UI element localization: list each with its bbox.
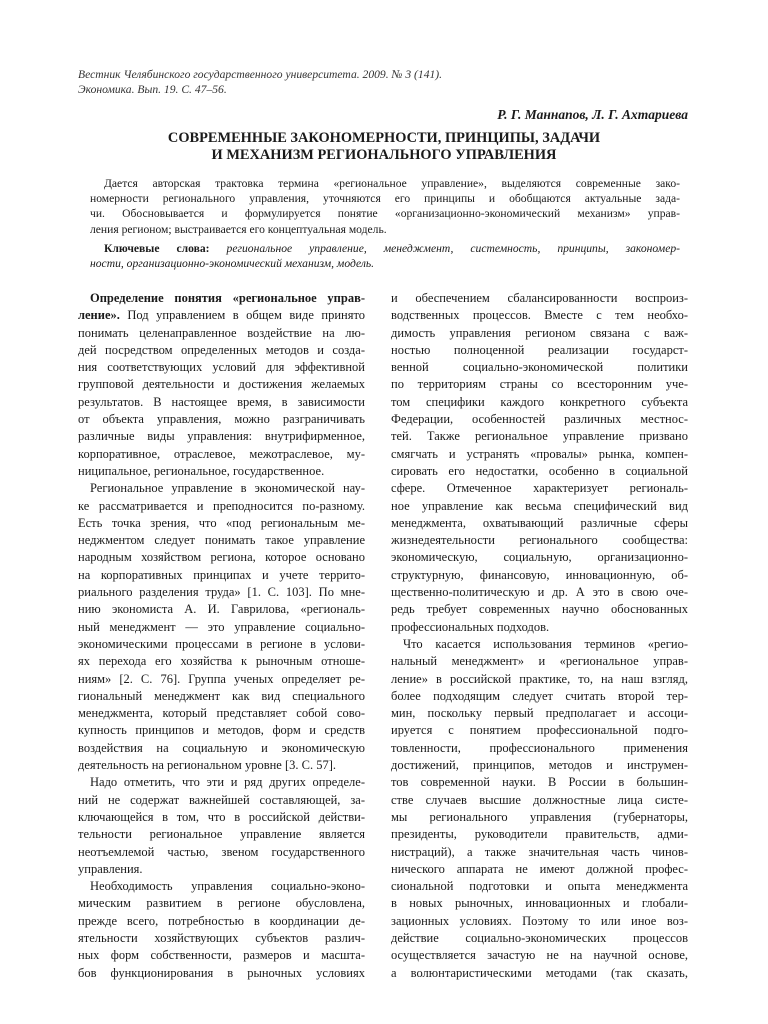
article-title-line-2: И МЕХАНИЗМ РЕГИОНАЛЬНОГО УПРАВЛЕНИЯ xyxy=(211,147,557,163)
body-line: ностью полноценной реализации государст- xyxy=(391,342,688,357)
body-line: экономическими процессами в регионе в услови- xyxy=(78,636,365,651)
body-line: ния соответствующих условий для эффективной xyxy=(78,360,365,375)
body-line: сировать его недостатки, особенно в социальной xyxy=(391,463,688,478)
body-line: народным хозяйством региона, которое основано xyxy=(78,550,365,565)
keywords-label: Ключевые слова: xyxy=(104,242,210,255)
body-line: мы регионального управления (губернаторы, xyxy=(391,809,688,824)
body-line: стве случаев высшие должностные лица систе- xyxy=(391,792,688,807)
keywords xyxy=(90,241,680,271)
body-line: ных форм собственности, размеров и масшта- xyxy=(78,948,365,963)
body-right-column xyxy=(391,290,688,982)
body-line: ируется с понятием профессиональной подго- xyxy=(391,723,688,738)
body-line: Есть точка зрения, что «под региональным ме- xyxy=(78,515,365,530)
body-line: сфере. Отмеченное характеризует региональ- xyxy=(391,481,688,496)
body-line: дей посредством определенных методов и созда- xyxy=(78,342,365,357)
section-heading: Определение понятия «региональное управ- xyxy=(90,291,365,305)
body-line: профессиональных подходов. xyxy=(391,619,550,634)
body-line: сиональной подготовки и опыта менеджмента xyxy=(391,879,688,894)
body-line: зационных условиях. Поэтому то или иное воз- xyxy=(391,913,688,928)
body-line xyxy=(78,307,365,324)
body-line: бов функционирования в рыночных условиях xyxy=(78,965,365,980)
body-line: товленности, профессионального применения xyxy=(391,740,688,755)
body-line: структурную, финансовую, инновационную, об- xyxy=(391,567,688,582)
body-line: нию экономиста А. И. Гаврилова, «региональ- xyxy=(78,602,365,617)
abstract-line: номерности регионального управления, уточняются его принципы и обобщаются актуальные зада- xyxy=(90,192,680,206)
keywords-line-1 xyxy=(90,241,680,256)
body-line: ниципальное, региональное, государственное. xyxy=(78,463,325,478)
journal-citation-line-2: Экономика. Вып. 19. С. 47–56. xyxy=(78,83,227,96)
abstract-line: Дается авторская трактовка термина «региональное управление», выделяются современные зако- xyxy=(104,177,680,190)
body-line: неотъемлемой частью, звеном государственного xyxy=(78,844,365,859)
body-line: Региональное управление в экономической нау- xyxy=(90,481,365,496)
body-line: Что касается использования терминов «регио- xyxy=(403,636,688,651)
body-line: купность принципов и методов, форм и средств xyxy=(78,723,365,738)
body-line: Федерации, особенностей различных местнос- xyxy=(391,412,688,427)
body-line: ний не содержат важнейшей составляющей, за- xyxy=(78,792,365,807)
body-left-column xyxy=(78,290,365,982)
body-line: действие социально-экономических процессов xyxy=(391,930,688,945)
body-line: жизнедеятельности регионального сообщества: xyxy=(391,533,688,548)
body-line: осуществляется зачастую не на научной основе, xyxy=(391,948,688,963)
body-line: от объекта управления, можно разграничивать xyxy=(78,412,365,427)
body-line: ный менеджмент — это управление социально- xyxy=(78,619,365,634)
body-line: нического аппарата не имеют должной профес- xyxy=(391,861,688,876)
body-line-text: Под управлением в общем виде принято xyxy=(119,308,365,323)
article-title xyxy=(78,130,690,164)
body-line: более подходящим следует считать второй тер- xyxy=(391,688,688,703)
body-line: экономическую, социальную, организационно- xyxy=(391,550,688,565)
body-line: понимать целенаправленное воздействие на лю- xyxy=(78,325,365,340)
body-line: редь требует современных научно обоснованных xyxy=(391,602,688,617)
body-line: ниям» [2. С. 76]. Группа ученых определяет ре- xyxy=(78,671,365,686)
body-line: нистраций), а также значительная часть чинов- xyxy=(391,844,688,859)
body-line: ях перехода его хозяйства к рыночным отноше- xyxy=(78,654,365,669)
section-heading-end: ление». xyxy=(78,308,120,323)
body-line: щественно-политическую и др. А это в свою оче- xyxy=(391,585,688,600)
body-line: смягчать и устранять «провалы» рынка, компен- xyxy=(391,446,688,461)
body-line: результатов. В настоящее время, в зависимости xyxy=(78,394,365,409)
body-line: и обеспечением сбалансированности воспроиз- xyxy=(391,291,688,305)
body-line: Надо отметить, что эти и ряд других определе- xyxy=(90,775,365,790)
body-line: на корпоративных принципах и учете террито- xyxy=(78,567,365,582)
body-line: групповой деятельности и достижения желаемых xyxy=(78,377,365,392)
body-line: тов современной науки. В России в большин- xyxy=(391,775,688,790)
body-line: достижений, принципов, методов и инструмен- xyxy=(391,758,688,773)
body-line: водственных процессов. Вместе с тем необхо- xyxy=(391,308,688,323)
abstract xyxy=(90,176,680,237)
body-line: корпоративное, отраслевое, межотраслевое, му- xyxy=(78,446,365,461)
body-line: менеджмента, который представляет собой сово- xyxy=(78,706,365,721)
body-line: неджментом следует понимать такое управление xyxy=(78,533,365,548)
body-line: прежде всего, потребностью в координации де- xyxy=(78,913,365,928)
authors: Р. Г. Маннапов, Л. Г. Ахтариева xyxy=(497,107,688,122)
body-line: управления. xyxy=(78,861,143,876)
keywords-text-2: ности, организационно-экономический механизм, модель. xyxy=(90,257,375,271)
body-line: деятельность на региональном уровне [3. С. 57]. xyxy=(78,758,336,773)
body-line: том специфики каждого конкретного субъекта xyxy=(391,394,688,409)
body-line: Необходимость управления социально-эконо- xyxy=(90,879,365,894)
body-line: воздействия на социальную и экономическую xyxy=(78,740,365,755)
abstract-line: ления регионом; выстраивается его концептуальная модель. xyxy=(90,222,387,236)
body-line: ное управление как весьма специфический вид xyxy=(391,498,688,513)
body-line: мин, поскольку первый предполагает и ассоци- xyxy=(391,706,688,721)
body-line: ление» в российской практике, то, на наш взгляд, xyxy=(391,671,688,686)
body-line: димость управления регионом связана с важ- xyxy=(391,325,688,340)
journal-citation-line-1: Вестник Челябинского государственного университета. 2009. № 3 (141). xyxy=(78,68,443,81)
body-line: гиональный менеджмент как вид специального xyxy=(78,688,365,703)
abstract-line: чи. Обосновывается и формулируется понятие «организационно-экономический механизм» управ- xyxy=(90,207,680,221)
body-line: ятельности хозяйствующих субъектов различ- xyxy=(78,930,365,945)
keywords-text-1: региональное управление, менеджмент, системность, принципы, закономер- xyxy=(226,242,680,255)
article-title-line-1: СОВРЕМЕННЫЕ ЗАКОНОМЕРНОСТИ, ПРИНЦИПЫ, ЗАДАЧИ xyxy=(167,130,601,146)
body-line: в новых рыночных, инновационных и глобали- xyxy=(391,896,688,911)
body-line: различные виды управления: внутрифирменное, xyxy=(78,429,365,444)
body-line: ке рассматривается и преподносится по-разному. xyxy=(78,498,365,513)
body-line: нальный менеджмент» и «региональное управ- xyxy=(391,654,688,669)
body-line: тей. Также региональное управление призвано xyxy=(391,429,688,444)
body-line: менеджмента, охватывающий различные сферы xyxy=(391,515,688,530)
body-line: президенты, руководители правительств, адми- xyxy=(391,827,688,842)
body-line: венной социально-экономической политики xyxy=(391,360,688,375)
body-line: мическим развитием в регионе обусловлена, xyxy=(78,896,365,911)
journal-citation xyxy=(78,67,442,97)
body-line: риального разделения труда» [1. С. 103]. По мне- xyxy=(78,585,365,600)
body-line: по территориям страны со всесторонним уче- xyxy=(391,377,688,392)
body-line: тельности региональное управление является xyxy=(78,827,365,842)
body-line: а волюнтаристическими методами (так сказать, xyxy=(391,965,688,980)
body-line: ключающейся в том, что в российской действи- xyxy=(78,809,365,824)
